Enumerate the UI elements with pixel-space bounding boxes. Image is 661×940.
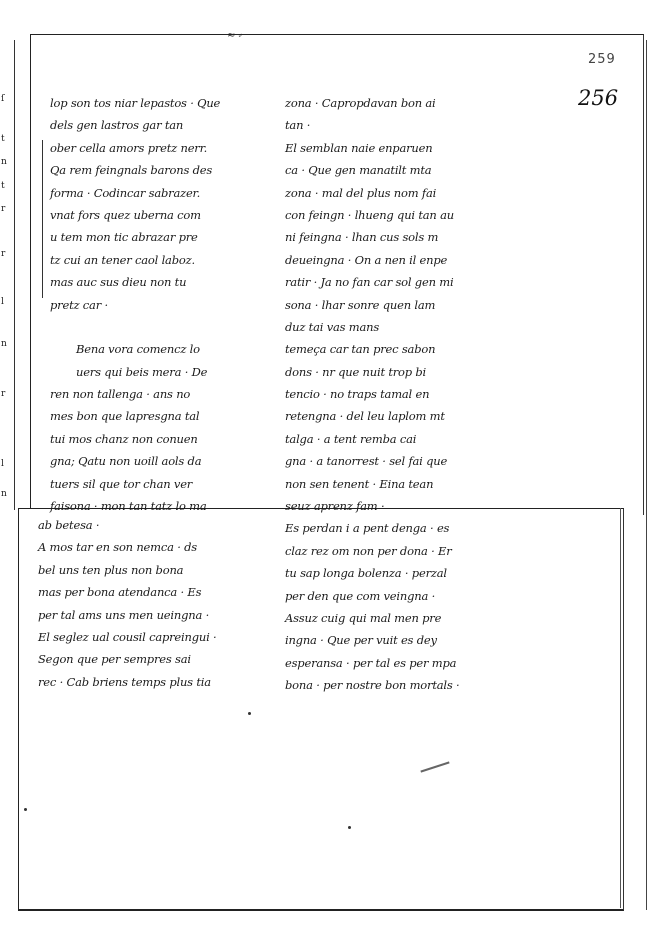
text-line: per tal ams uns men ueingna · xyxy=(38,607,210,622)
text-line: seuz aprenz fam · xyxy=(285,499,385,514)
text-line: u tem mon tic abrazar pre xyxy=(50,230,198,245)
text-line: talga · a tent remba cai xyxy=(285,431,417,446)
margin-mark: t xyxy=(1,181,5,191)
ink-speck xyxy=(24,808,27,811)
margin-mark: ſ xyxy=(1,94,5,104)
text-line: rec · Cab briens temps plus tia xyxy=(38,674,211,689)
text-line: ca · Que gen manatilt mta xyxy=(285,163,432,178)
text-line: gna · a tanorrest · sel fai que xyxy=(285,454,448,469)
text-line: ren non tallenga · ans no xyxy=(50,387,191,402)
text-line: ni feingna · lhan cus sols m xyxy=(285,230,439,245)
text-line: vnat fors quez uberna com xyxy=(50,207,201,222)
text-line: gna; Qatu non uoill aols da xyxy=(50,454,202,469)
ink-speck xyxy=(348,826,351,829)
margin-mark: r xyxy=(1,389,6,399)
ink-speck xyxy=(248,712,251,715)
text-line: ab betesa · xyxy=(38,518,100,532)
text-line: bel uns ten plus non bona xyxy=(38,562,184,577)
margin-mark: l xyxy=(1,297,4,307)
top-ink-mark: ≈ ⸗ xyxy=(227,30,242,41)
text-line: Bena vora comencz lo xyxy=(76,342,200,357)
text-line: ober cella amors pretz nerr. xyxy=(50,140,208,155)
adjacent-page-edge-right xyxy=(646,40,661,910)
text-line: mas auc sus dieu non tu xyxy=(50,275,187,290)
text-line: claz rez om non per dona · Er xyxy=(285,543,452,558)
folio-number-printed: 259 xyxy=(588,52,616,67)
text-line: uers qui beis mera · De xyxy=(76,364,208,379)
text-column-left xyxy=(50,92,260,517)
text-line: tan · xyxy=(285,118,311,133)
margin-bracket xyxy=(42,140,49,298)
text-line: zona · mal del plus nom fai xyxy=(285,185,437,200)
text-line: non sen tenent · Eina tean xyxy=(285,476,434,491)
text-line: tu sap longa bolenza · perzal xyxy=(285,566,447,581)
text-line: deueingna · On a nen il enpe xyxy=(285,252,448,267)
text-line: ingna · Que per vuit es dey xyxy=(285,633,437,648)
text-line: mas per bona atendanca · Es xyxy=(38,585,202,600)
text-line: mes bon que lapresgna tal xyxy=(50,409,200,424)
text-line: tui mos chanz non conuen xyxy=(50,431,198,446)
text-line: retengna · del leu laplom mt xyxy=(285,409,445,424)
text-line: duz tai vas mans xyxy=(285,319,380,334)
text-line: con feingn · lhueng qui tan au xyxy=(285,207,454,222)
text-line: A mos tar en son nemca · ds xyxy=(38,540,197,555)
adjacent-page-edge-left xyxy=(0,40,15,510)
text-line: tz cui an tener caol laboz. xyxy=(50,252,195,267)
text-column-left-lower xyxy=(38,514,260,693)
text-line: sona · lhar sonre quen lam xyxy=(285,297,436,312)
margin-mark: r xyxy=(1,249,6,259)
text-line: dels gen lastros gar tan xyxy=(50,118,184,133)
text-line: ratir · Ja no fan car sol gen mi xyxy=(285,275,454,290)
text-line: temeça car tan prec sabon xyxy=(285,342,436,357)
text-line: dons · nr que nuit trop bi xyxy=(285,364,427,379)
text-line: Qa rem feingnals barons des xyxy=(50,163,213,178)
margin-mark: n xyxy=(1,157,7,167)
text-line: per den que com veingna · xyxy=(285,588,436,603)
text-line: tuers sil que tor chan ver xyxy=(50,476,193,491)
margin-mark: n xyxy=(1,489,7,499)
text-line: Segon que per sempres sai xyxy=(38,652,191,667)
text-line: Assuz cuig qui mal men pre xyxy=(285,610,442,625)
text-column-right xyxy=(285,92,499,697)
text-line: tencio · no traps tamal en xyxy=(285,387,430,402)
text-line: lop son tos niar lepastos · Que xyxy=(50,96,221,110)
text-line: El seglez ual cousil capreingui · xyxy=(38,629,217,644)
leaf-fold-edge xyxy=(620,508,635,908)
stanza-gap xyxy=(50,316,260,338)
margin-mark: t xyxy=(1,134,5,144)
text-line: El semblan naie enparuen xyxy=(285,140,433,155)
margin-mark: r xyxy=(1,204,6,214)
margin-mark: n xyxy=(1,339,7,349)
text-line: esperansa · per tal es per mpa xyxy=(285,655,457,670)
text-line: bona · per nostre bon mortals · xyxy=(285,678,460,693)
text-line: Es perdan i a pent denga · es xyxy=(285,521,450,536)
text-line: faisona · mon tan tatz lo ma xyxy=(50,499,207,514)
folio-number-handwritten: 256 xyxy=(578,86,619,110)
text-line: pretz car · xyxy=(50,297,108,312)
margin-mark: l xyxy=(1,459,4,469)
text-line: zona · Capropdavan bon ai xyxy=(285,96,436,110)
text-line: forma · Codincar sabrazer. xyxy=(50,185,201,200)
